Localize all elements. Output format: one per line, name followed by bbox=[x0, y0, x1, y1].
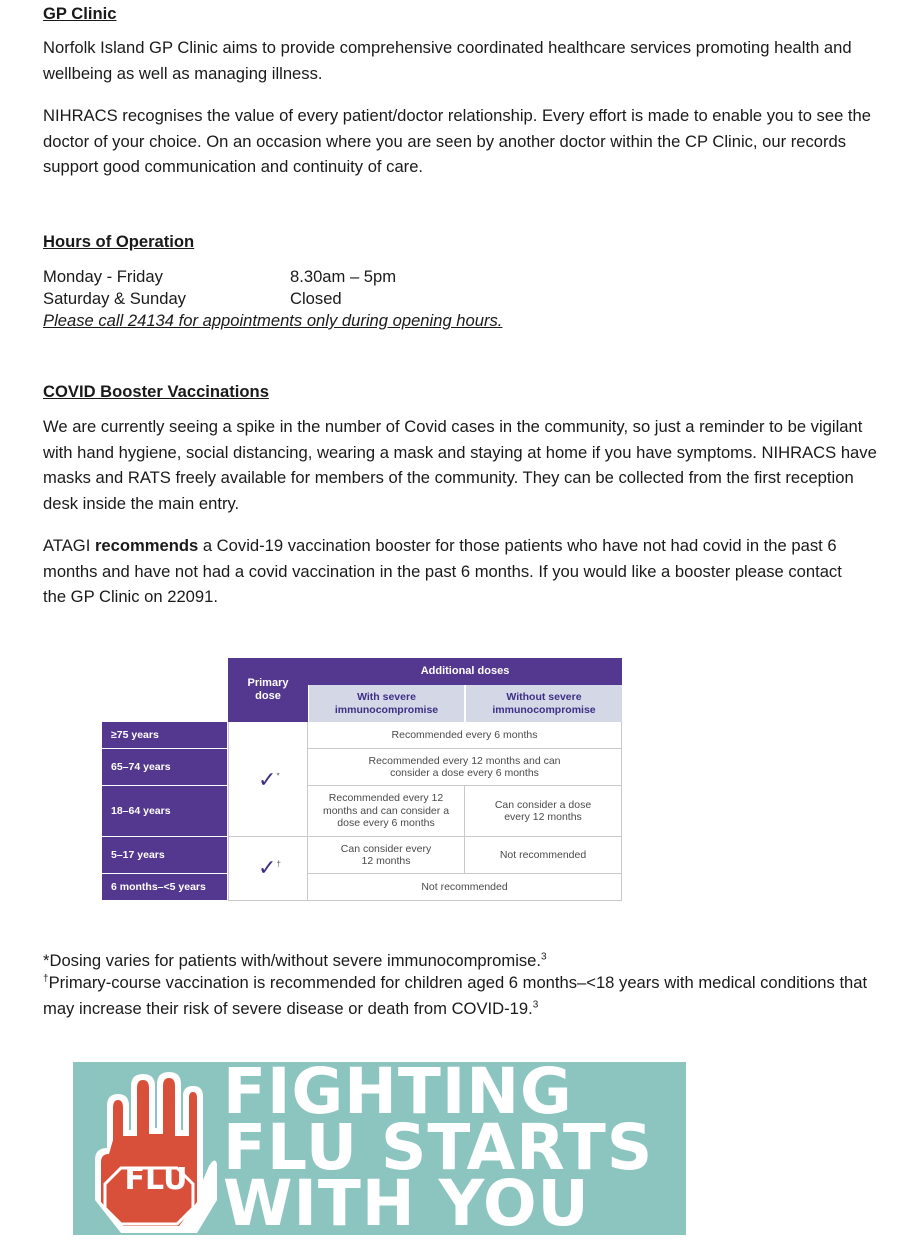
footnote-primary-course bbox=[43, 970, 883, 1021]
checkmark-note: † bbox=[276, 859, 281, 869]
row-label-6m-5: 6 months–<5 years bbox=[102, 874, 227, 900]
footnote-text: *Dosing varies for patients with/without severe immunocompromise. bbox=[43, 951, 542, 970]
gp-clinic-paragraph-2 bbox=[43, 103, 883, 180]
flu-logo-text: FLU bbox=[124, 1162, 188, 1197]
footnote-ref: † bbox=[43, 973, 49, 985]
vaccination-table bbox=[102, 658, 622, 901]
row-label-75: ≥75 years bbox=[102, 722, 227, 748]
text-line: the GP Clinic on 22091. bbox=[43, 587, 218, 606]
text-line bbox=[43, 996, 883, 1022]
row-label-65-74: 65–74 years bbox=[102, 749, 227, 785]
cell-18-64-without: Can consider a dose every 12 months bbox=[494, 798, 592, 823]
cell-5-17-with: Can consider every 12 months bbox=[340, 842, 432, 867]
cell-6m-5-additional: Not recommended bbox=[421, 880, 508, 893]
flu-banner bbox=[73, 1055, 686, 1240]
banner-line-2: FLU STARTS bbox=[223, 1111, 654, 1184]
text-line bbox=[43, 970, 883, 996]
footnote-text: Primary-course vaccination is recommended for children aged 6 months–<18 years with medical conditions that bbox=[48, 973, 868, 992]
checkmark-icon bbox=[258, 767, 280, 793]
covid-paragraph-1 bbox=[43, 414, 883, 516]
hours-time-weekend: Closed bbox=[290, 289, 342, 308]
text-line: months and have not had a covid vaccination in the past 6 months. If you would like a booster please contact bbox=[43, 561, 842, 581]
header-with-severe: With severe immunocompromise bbox=[308, 685, 464, 722]
hours-time-weekday: 8.30am – 5pm bbox=[290, 267, 397, 286]
gp-clinic-heading: GP Clinic bbox=[43, 4, 117, 23]
text-line: support good communication and continuity of care. bbox=[43, 157, 424, 176]
text-line bbox=[43, 533, 883, 559]
gp-clinic-paragraph-1 bbox=[43, 35, 883, 86]
text-line: doctor of your choice. On an occasion where you are seen by another doctor within the CP Clinic, our records bbox=[43, 131, 847, 151]
text-span: a Covid-19 vaccination booster for those patients who have not had covid in the past 6 bbox=[198, 536, 837, 555]
appointments-note: Please call 24134 for appointments only during opening hours. bbox=[43, 311, 503, 330]
cell-5-17-without: Not recommended bbox=[499, 848, 587, 861]
footnote-text: may increase their risk of severe disease or death from COVID-19. bbox=[43, 998, 533, 1018]
text-line: desk inside the main entry. bbox=[43, 493, 240, 513]
text-line: with hand hygiene, social distancing, wearing a mask and staying at home if you have symptoms. NIHRACS have bbox=[43, 442, 877, 462]
cell-18-64-with: Recommended every 12 months and can consider a dose every 6 months bbox=[322, 792, 450, 830]
hours-days-weekday: Monday - Friday bbox=[43, 267, 163, 286]
grid-line bbox=[228, 900, 622, 901]
banner-line-1: FIGHTING bbox=[223, 1055, 573, 1128]
row-label-5-17: 5–17 years bbox=[102, 837, 227, 873]
text-line: wellbeing as well as managing illness. bbox=[43, 63, 323, 83]
cell-65-74-additional: Recommended every 12 months and can consider a dose every 6 months bbox=[368, 754, 561, 779]
header-primary-dose: Primary dose bbox=[228, 658, 308, 722]
covid-heading: COVID Booster Vaccinations bbox=[43, 382, 269, 401]
hours-heading: Hours of Operation bbox=[43, 232, 195, 251]
stop-hand-icon bbox=[87, 1068, 217, 1233]
text-span: ATAGI bbox=[43, 536, 95, 555]
checkmark-glyph: ✓ bbox=[258, 767, 277, 792]
cell-75-additional: Recommended every 6 months bbox=[391, 728, 538, 741]
text-line: Norfolk Island GP Clinic aims to provide comprehensive coordinated healthcare services promoting health and bbox=[43, 38, 852, 57]
text-line: masks and RATS freely available for members of the community. They can be collected from the first reception bbox=[43, 468, 854, 487]
footnote-ref: 3 bbox=[541, 951, 547, 963]
checkmark-glyph: ✓ bbox=[258, 855, 277, 880]
text-line: NIHRACS recognises the value of every patient/doctor relationship. Every effort is made to enable you to see the bbox=[43, 106, 871, 125]
covid-paragraph-2 bbox=[43, 533, 883, 610]
checkmark-note: * bbox=[276, 771, 280, 781]
recommends-bold: recommends bbox=[94, 536, 199, 555]
banner-line-3: WITH YOU bbox=[223, 1167, 590, 1240]
header-without-severe: Without severe immunocompromise bbox=[465, 685, 622, 722]
hours-days-weekend: Saturday & Sunday bbox=[43, 289, 186, 308]
text-line: We are currently seeing a spike in the number of Covid cases in the community, so just a reminder to be vigilant bbox=[43, 417, 863, 436]
row-label-18-64: 18–64 years bbox=[102, 786, 227, 836]
grid-line bbox=[228, 722, 229, 901]
footnote-ref: 3 bbox=[532, 998, 539, 1010]
header-additional-doses: Additional doses bbox=[308, 658, 622, 685]
checkmark-icon bbox=[258, 855, 281, 881]
